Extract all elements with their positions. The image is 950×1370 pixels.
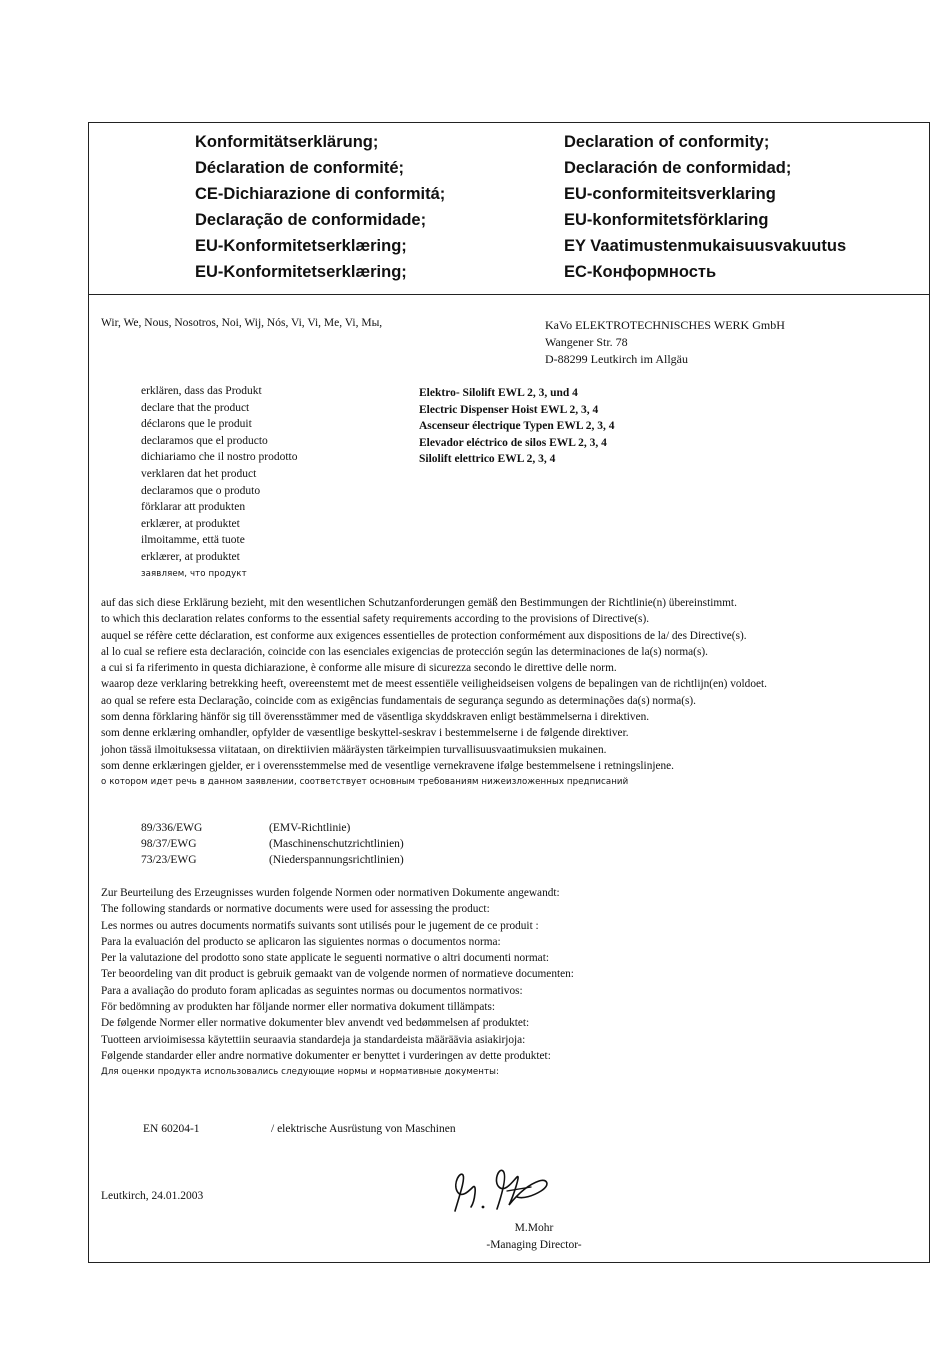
applied-norm bbox=[143, 1123, 456, 1135]
manufacturer-address bbox=[545, 317, 785, 368]
directive-desc: (Maschinenschutzrichtlinien) bbox=[269, 838, 404, 850]
declare-line: erklærer, at produktet bbox=[141, 550, 240, 563]
header-title: Declaración de conformidad; bbox=[564, 159, 792, 177]
product-line: Ascenseur électrique Typen EWL 2, 3, 4 bbox=[419, 420, 615, 433]
header-title: EU-konformitetsförklaring bbox=[564, 211, 769, 229]
standards-line: Les normes ou autres documents normatifs suivants sont utilisés pour le jugement de ce produit : bbox=[101, 919, 539, 932]
header-title: ЕС-Конформность bbox=[564, 263, 717, 281]
product-line: Electric Dispenser Hoist EWL 2, 3, 4 bbox=[419, 403, 599, 416]
signatory bbox=[89, 1220, 931, 1254]
conformity-line: ao qual se refere esta Declaração, coincide com as exigências fundamentais de segurança segundo as determinações da(s) norma(s). bbox=[101, 694, 697, 707]
norm-desc: / elektrische Ausrüstung von Maschinen bbox=[271, 1123, 456, 1135]
product-line: Silolift elettrico EWL 2, 3, 4 bbox=[419, 453, 556, 466]
header-title: Konformitätserklärung; bbox=[195, 133, 379, 151]
norm-code: EN 60204-1 bbox=[143, 1123, 200, 1135]
manufacturer-city: D-88299 Leutkirch im Allgäu bbox=[545, 352, 688, 366]
directive-desc: (EMV-Richtlinie) bbox=[269, 822, 351, 834]
standards-line: De følgende Normer eller normative dokumenter blev anvendt ved bedømmelsen af produktet: bbox=[101, 1017, 530, 1030]
manufacturer-name: KaVo ELEKTROTECHNISCHES WERK GmbH bbox=[545, 318, 785, 332]
declare-line: verklaren dat het product bbox=[141, 467, 257, 480]
conformity-line: a cui si fa riferimento in questa dichiarazione, è conforme alle misure di sicurezza secondo le direttive delle norm. bbox=[101, 662, 617, 675]
product-line: Elevador eléctrico de silos EWL 2, 3, 4 bbox=[419, 436, 607, 449]
declare-line: förklarar att produkten bbox=[141, 501, 246, 514]
directive-code: 98/37/EWG bbox=[141, 838, 197, 850]
conformity-line: о котором идет речь в данном заявлении, соответствует основным требованиям нижеизложенных предписаний bbox=[101, 777, 629, 788]
standards-line: Følgende standarder eller andre normative dokumenter er benyttet i vurderingen av dette produktet: bbox=[101, 1049, 551, 1062]
declare-line: заявляем, что продукт bbox=[141, 568, 247, 579]
declare-line: declare that the product bbox=[141, 401, 250, 414]
product-line: Elektro- Silolift EWL 2, 3, und 4 bbox=[419, 387, 578, 399]
manufacturer-street: Wangener Str. 78 bbox=[545, 335, 628, 349]
directive-row bbox=[141, 836, 404, 852]
declare-line: declaramos que el producto bbox=[141, 434, 268, 447]
header-left-column bbox=[195, 129, 445, 285]
conformity-statements bbox=[101, 595, 767, 791]
standards-line: The following standards or normative documents were used for assessing the product: bbox=[101, 903, 490, 916]
signatory-title: -Managing Director- bbox=[486, 1239, 582, 1251]
standards-line: För bedömning av produkten har följande normer eller normativa dokument tillämpats: bbox=[101, 1001, 496, 1014]
conformity-line: waarop deze verklaring betrekking heeft, overeenstemt met de meest essentiële veiligheidseisen volgens de bepalingen van de richtlijn(en) voldoet. bbox=[101, 678, 767, 691]
conformity-line: som denne erklæring omhandler, opfylder de væsentlige beskyttel-seskrav i bestemmelserne i de følgende direktiver. bbox=[101, 727, 629, 740]
conformity-line: johon tässä ilmoituksessa viitataan, on direktiivien määräysten tärkeimpien turvallisuusvaatimuksien mukainen. bbox=[101, 743, 607, 756]
declare-line: declaramos que o produto bbox=[141, 484, 261, 497]
standards-statements bbox=[101, 885, 574, 1081]
declare-line: erklærer, at produktet bbox=[141, 517, 240, 530]
standards-line: Tuotteen arvioimisessa käytettiin seuraavia standardeja ja standardeista määräävia asiakirjoja: bbox=[101, 1033, 526, 1046]
place-date: Leutkirch, 24.01.2003 bbox=[101, 1190, 204, 1202]
conformity-line: auquel se réfère cette déclaration, est conforme aux exigences essentielles de protection conformément aux dispositions de la/ des Directive(s). bbox=[101, 629, 747, 642]
header-title: EU-Konformitetserklæring; bbox=[195, 237, 407, 255]
standards-line: Para a avaliação do produto foram aplicadas as seguintes normas ou documentos normativos: bbox=[101, 984, 523, 997]
directive-desc: (Niederspannungsrichtlinien) bbox=[269, 854, 404, 866]
conformity-line: auf das sich diese Erklärung bezieht, mit den wesentlichen Schutzanforderungen gemäß den Bestimmungen der Richtlinie(n) übereinstimmt. bbox=[101, 597, 737, 609]
header-title: EU-Konformitetserklæring; bbox=[195, 263, 407, 281]
standards-line: Для оценки продукта использовались следующие нормы и нормативные документы: bbox=[101, 1067, 500, 1078]
standards-line: Zur Beurteilung des Erzeugnisses wurden folgende Normen oder normativen Dokumente angewandt: bbox=[101, 887, 560, 899]
conformity-line: to which this declaration relates conforms to the essential safety requirements according to the provisions of Directive(s). bbox=[101, 613, 650, 626]
conformity-line: som denna förklaring hänför sig till överensstämmer med de väsentliga skyddskraven enligt bestämmelserna i direktiven. bbox=[101, 711, 650, 724]
header-right-column bbox=[564, 129, 846, 285]
directive-code: 73/23/EWG bbox=[141, 854, 197, 866]
declaration-frame bbox=[88, 122, 930, 1263]
header-title: Déclaration de conformité; bbox=[195, 159, 405, 177]
header-title: EU-conformiteitsverklaring bbox=[564, 185, 776, 203]
directive-row bbox=[141, 820, 404, 836]
header-title: Declaration of conformity; bbox=[564, 133, 770, 151]
directives-table bbox=[141, 820, 404, 868]
conformity-line: al lo cual se refiere esta declaración, coincide con las esenciales exigencias de protección según las determinaciones de la(s) norma(s). bbox=[101, 645, 708, 658]
product-names bbox=[419, 385, 615, 468]
directive-code: 89/336/EWG bbox=[141, 822, 203, 834]
declare-line: ilmoitamme, että tuote bbox=[141, 534, 245, 547]
declare-line: déclarons que le produit bbox=[141, 418, 252, 431]
header-title: EY Vaatimustenmukaisuusvakuutus bbox=[564, 237, 847, 255]
signature-image bbox=[447, 1161, 557, 1217]
header-title: Declaração de conformidade; bbox=[195, 211, 427, 229]
standards-line: Para la evaluación del producto se aplicaron las siguientes normas o documentos norma: bbox=[101, 935, 501, 948]
declare-lines bbox=[141, 383, 298, 582]
standards-line: Per la valutazione del prodotto sono state applicate le seguenti normative o altri documenti normat: bbox=[101, 952, 549, 965]
header-titles bbox=[89, 123, 929, 295]
signatory-name: M.Mohr bbox=[514, 1222, 554, 1234]
declare-line: dichiariamo che il nostro prodotto bbox=[141, 451, 298, 464]
declare-line: erklären, dass das Produkt bbox=[141, 385, 262, 397]
header-title: CE-Dichiarazione di conformitá; bbox=[195, 185, 446, 203]
conformity-line: som denne erklæringen gjelder, er i overensstemmelse med de vesentlige vernekravene ifølge bestemmelsene i retningslinjene. bbox=[101, 759, 674, 772]
we-line: Wir, We, Nous, Nosotros, Noi, Wij, Nós, Vi, Vi, Me, Vi, Мы, bbox=[101, 317, 383, 329]
standards-line: Ter beoordeling van dit product is gebruik gemaakt van de volgende normen of normatieve documenten: bbox=[101, 968, 574, 981]
directive-row bbox=[141, 852, 404, 868]
